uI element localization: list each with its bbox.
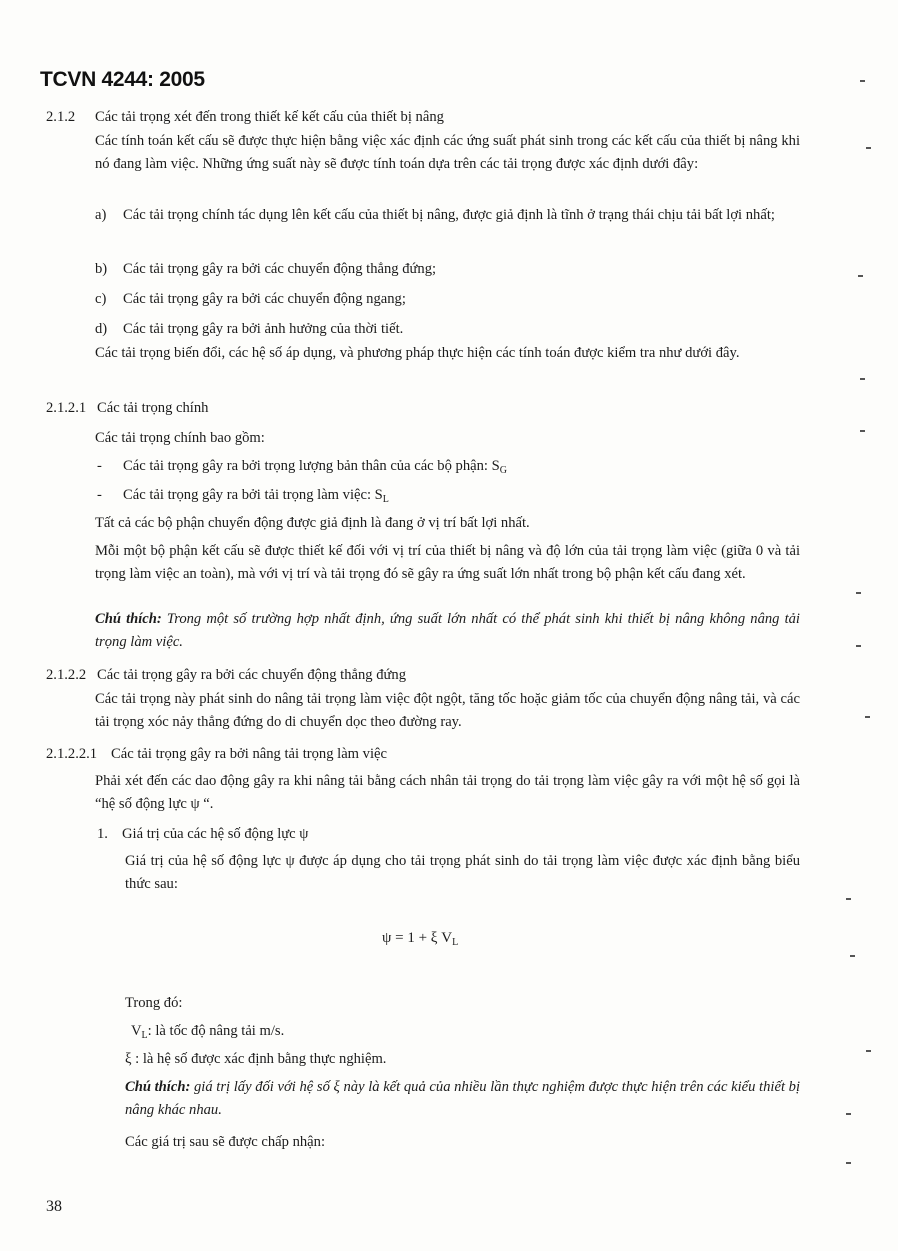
dash-mark: - xyxy=(97,487,102,503)
scan-speck xyxy=(856,592,861,594)
scan-speck xyxy=(866,147,871,149)
dash-mark: - xyxy=(97,458,102,474)
list-label-d: d) xyxy=(95,321,108,337)
list-label-b: b) xyxy=(95,261,108,277)
subsection-title: Các tải trọng gây ra bởi nâng tải trọng làm việc xyxy=(111,746,387,762)
scan-speck xyxy=(866,1050,871,1052)
scan-speck xyxy=(850,955,855,957)
scan-speck xyxy=(860,378,865,380)
paragraph: Phải xét đến các dao động gây ra khi nâng tải bằng cách nhân tải trọng do tải trọng làm việc gây ra với một hệ số gọi là “hệ số động lực ψ “. xyxy=(95,773,800,812)
paragraph: Tất cả các bộ phận chuyển động được giả định là đang ở vị trí bất lợi nhất. xyxy=(95,515,530,531)
scan-speck xyxy=(865,716,870,718)
list-label-c: c) xyxy=(95,291,107,307)
where-label: Trong đó: xyxy=(125,995,183,1011)
subsection-number: 2.1.2.1 xyxy=(46,400,87,416)
paragraph: Giá trị của hệ số động lực ψ được áp dụng cho tải trọng phát sinh do tải trọng làm việc được xác định bằng biểu thức sau: xyxy=(125,853,800,892)
definition-xi: ξ : là hệ số được xác định bằng thực nghiệm. xyxy=(125,1051,387,1067)
paragraph: Mỗi một bộ phận kết cấu sẽ được thiết kế đối với vị trí của thiết bị nâng và độ lớn của tải trọng làm việc (giữa 0 và tải trọng làm việc an toàn), mà với vị trí và tải trọng đó sẽ gây ra ứng suất lớn nhất trong bộ phận kết cấu đang xét. xyxy=(95,543,800,582)
subsection-title: Các tải trọng gây ra bởi các chuyển động thẳng đứng xyxy=(97,667,407,683)
subsection-intro: Các tải trọng chính bao gồm: xyxy=(95,430,265,446)
scan-speck xyxy=(846,1113,851,1115)
list-item-a: Các tải trọng chính tác dụng lên kết cấu của thiết bị nâng, được giả định là tĩnh ở trạng thái chịu tải bất lợi nhất; xyxy=(123,207,775,223)
subsection-title: Các tải trọng chính xyxy=(97,400,209,416)
scan-speck xyxy=(846,898,851,900)
scan-speck xyxy=(860,430,865,432)
dash-item-working-load: Các tải trọng gây ra bởi tải trọng làm việc: $S_L$ xyxy=(123,487,389,505)
section-title: Các tải trọng xét đến trong thiết kế kết cấu của thiết bị nâng xyxy=(95,109,444,125)
section-intro: Các tính toán kết cấu sẽ được thực hiện bằng việc xác định các ứng suất phát sinh trong các kết cấu của thiết bị nâng khi nó đang làm việc. Những ứng suất này sẽ được tính toán dựa trên các tải trọng được xác định dưới đây: xyxy=(95,133,800,172)
formula: ψ = 1 + ξ $V_L$ xyxy=(382,930,459,948)
paragraph: Các giá trị sau sẽ được chấp nhận: xyxy=(125,1134,326,1150)
subsection-number: 2.1.2.2.1 xyxy=(46,746,98,762)
note: Chú thích: Trong một số trường hợp nhất định, ứng suất lớn nhất có thể phát sinh khi thiết bị nâng không nâng tải trọng làm việc. xyxy=(95,611,800,650)
numbered-label: 1. xyxy=(97,826,108,842)
subsection-number: 2.1.2.2 xyxy=(46,667,87,683)
section-number: 2.1.2 xyxy=(46,109,76,125)
section-outro: Các tải trọng biến đổi, các hệ số áp dụng, và phương pháp thực hiện các tính toán được kiểm tra như dưới đây. xyxy=(95,345,740,361)
list-item-d: Các tải trọng gây ra bởi ảnh hưởng của thời tiết. xyxy=(123,321,404,337)
scan-speck xyxy=(860,80,865,82)
list-item-c: Các tải trọng gây ra bởi các chuyển động ngang; xyxy=(123,291,406,307)
list-label-a: a) xyxy=(95,207,107,223)
note: Chú thích: giá trị lấy đối với hệ số ξ này là kết quả của nhiều lần thực nghiệm được thực hiện trên các kiểu thiết bị nâng khác nhau. xyxy=(125,1079,801,1118)
numbered-title: Giá trị của các hệ số động lực ψ xyxy=(122,826,309,842)
scan-speck xyxy=(858,275,863,277)
page-number: 38 xyxy=(46,1198,62,1215)
paragraph: Các tải trọng này phát sinh do nâng tải trọng làm việc đột ngột, tăng tốc hoặc giảm tốc của chuyển động nâng tải, và các tải trọng xóc nảy thẳng đứng do di chuyển dọc theo đường ray. xyxy=(95,691,800,730)
definition-vl: $V_L$: là tốc độ nâng tải m/s. xyxy=(131,1023,285,1041)
list-item-b: Các tải trọng gây ra bởi các chuyển động thẳng đứng; xyxy=(123,261,437,277)
dash-item-self-weight: Các tải trọng gây ra bởi trọng lượng bản thân của các bộ phận: $S_G$ xyxy=(123,458,507,476)
standard-header: TCVN 4244: 2005 xyxy=(40,68,205,91)
scan-speck xyxy=(846,1162,851,1164)
scan-speck xyxy=(856,645,861,647)
